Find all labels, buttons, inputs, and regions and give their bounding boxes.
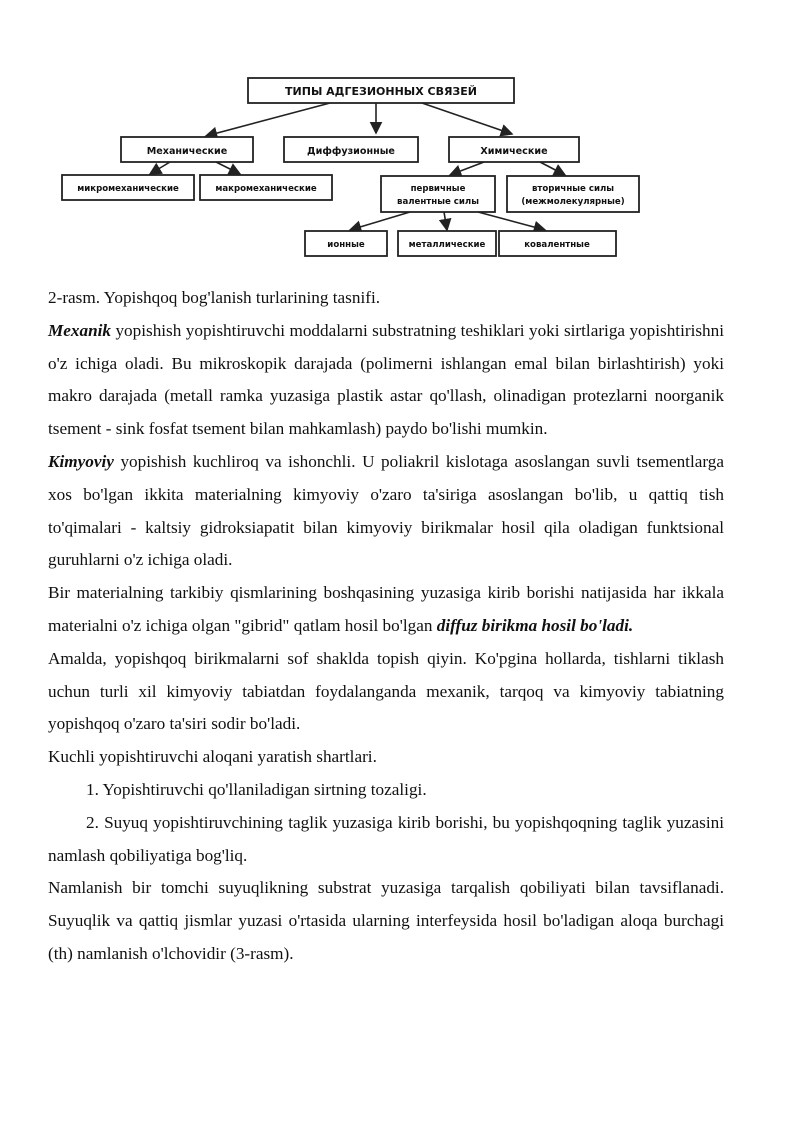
- paragraph-mechanical-text: yopishish yopishtiruvchi moddalarni substratning teshiklari yoki sirtlariga yopishtirishni o'z ichiga oladi. Bu mikroskopik darajada (polimerni ishlangan emal bilan birlashtirish) yoki makro darajada (metall ramka yuzasiga plastik astar qo'llash, olinadigan protezlarni noorganik tsement - sink fosfat tsement bilan mahkamlash) paydo bo'lishi mumkin.: [48, 320, 724, 439]
- term-mechanical: Mexanik: [48, 320, 112, 340]
- diagram-node-ionic: ионные: [327, 240, 365, 250]
- paragraph-chemical: [48, 446, 724, 577]
- term-chemical: Kimyoviy: [48, 451, 114, 471]
- paragraph-diffusion: [48, 577, 724, 643]
- figure-caption: 2-rasm. Yopishqoq bog'lanish turlarining tasnifi.: [48, 288, 381, 307]
- diagram-node-micromechanical: микромеханические: [77, 184, 179, 194]
- paragraph-practice: Amalda, yopishqoq birikmalarni sof shaklda topish qiyin. Ko'pgina hollarda, tishlarni tiklash uchun turli xil kimyoviy tabiatdan foydalanganda mexanik, tarqoq va kimyoviy tabiatning yopishqoq o'zaro ta'siri sodir bo'ladi.: [48, 648, 724, 734]
- term-diffusion: diffuz birikma hosil bo'ladi.: [436, 615, 634, 635]
- paragraph-wetting: Namlanish bir tomchi suyuqlikning substrat yuzasiga tarqalish qobiliyati bilan tavsiflanadi. Suyuqlik va qattiq jismlar yuzasi o'rtasida ularning interfeysida hosil bo'ladigan aloqa burchagi (th) namlanish o'lchovidir (3-rasm).: [48, 878, 724, 963]
- paragraph-conditions: Kuchli yopishtiruvchi aloqani yaratish shartlari.: [48, 747, 377, 767]
- diagram-svg: [0, 0, 800, 270]
- diagram-node-primary-line2: валентные силы: [397, 197, 479, 207]
- paragraph-diffusion-text: Bir materialning tarkibiy qismlarining boshqasining yuzasiga kirib borishi natijasida har ikkala materialni o'z ichiga olgan "gibrid" qatlam hosil bo'lgan: [48, 583, 724, 635]
- diagram-node-primary-line1: первичные: [410, 184, 466, 194]
- paragraph-chemical-text: yopishish kuchliroq va ishonchli. U poliakril kislotaga asoslangan suvli tsementlarga xos bo'lgan ikkita materialning kimyoviy o'zaro ta'siriga asoslangan bo'lib, u qattiq tish to'qimalari - kaltsiy gidroksiapatit bilan kimyoviy birikmalar hosil qila oladigan funktsional guruhlarni o'z ichiga oladi.: [48, 451, 724, 570]
- diagram-node-macromechanical: макромеханические: [215, 184, 317, 194]
- diagram-node-chemical: Химические: [480, 146, 548, 157]
- list-item-1: 1. Yopishtiruvchi qo'llaniladigan sirtning tozaligi.: [86, 779, 427, 799]
- diagram-node-mechanical: Механические: [146, 146, 228, 157]
- adhesion-types-diagram: [0, 0, 800, 270]
- diagram-node-metallic: металлические: [408, 240, 486, 250]
- document-body: [48, 282, 724, 971]
- diagram-node-secondary-line1: вторичные силы: [531, 184, 615, 194]
- diagram-node-covalent: ковалентные: [524, 240, 590, 250]
- diagram-connectors: [150, 103, 565, 230]
- list-item-2: 2. Suyuq yopishtiruvchining taglik yuzasiga kirib borishi, bu yopishqoqning taglik yuzasini namlash qobiliyatiga bog'liq.: [48, 812, 724, 865]
- diagram-root-label: ТИПЫ АДГЕЗИОННЫХ СВЯЗЕЙ: [285, 85, 477, 98]
- paragraph-mechanical: [48, 315, 724, 446]
- diagram-node-secondary-line2: (межмолекулярные): [521, 197, 625, 207]
- diagram-node-diffusion: Диффузионные: [307, 146, 395, 157]
